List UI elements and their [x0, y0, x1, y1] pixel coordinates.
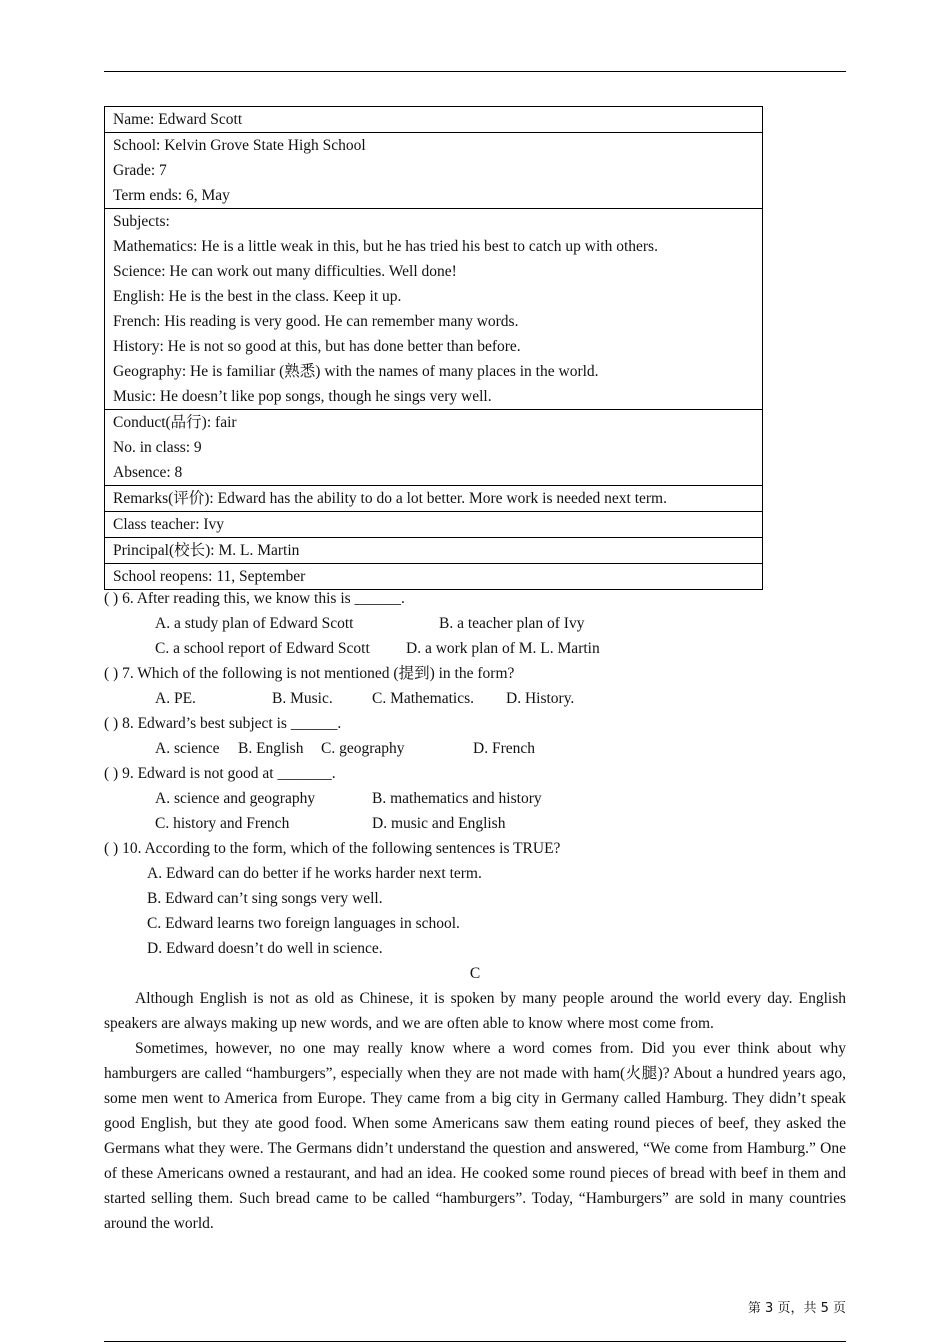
question-8-options — [104, 736, 846, 761]
question-10-option-d: D. Edward doesn’t do well in science. — [147, 940, 383, 957]
question-6-option-b: B. a teacher plan of Ivy — [439, 615, 585, 632]
school-report-table — [104, 106, 763, 590]
question-7-option-b: B. Music. — [272, 690, 333, 707]
question-10-option-b: B. Edward can’t sing songs very well. — [147, 890, 383, 907]
question-9-option-d: D. music and English — [372, 815, 506, 832]
subject-geography: Geography: He is familiar (熟悉) with the names of many places in the world. — [113, 363, 599, 380]
term-ends: Term ends: 6, May — [113, 187, 230, 204]
question-7-option-d: D. History. — [506, 690, 575, 707]
subject-science: Science: He can work out many difficulties. Well done! — [113, 263, 457, 280]
question-9-option-a: A. science and geography — [155, 790, 316, 807]
question-6-options-row1 — [104, 611, 846, 636]
passage-c-heading: C — [469, 965, 481, 982]
question-10-stem: ( ) 10. According to the form, which of the following sentences is TRUE? — [104, 840, 561, 857]
question-9-option-b: B. mathematics and history — [372, 790, 542, 807]
report-conduct — [105, 409, 762, 485]
question-10-option-a: A. Edward can do better if he works harder next term. — [147, 865, 482, 882]
question-9-options-row2 — [104, 811, 846, 836]
school-name: School: Kelvin Grove State High School — [113, 137, 366, 154]
question-6-option-a: A. a study plan of Edward Scott — [155, 615, 354, 632]
subject-history: History: He is not so good at this, but has done better than before. — [113, 338, 521, 355]
principal: Principal(校长): M. L. Martin — [113, 542, 300, 559]
question-9-stem: ( ) 9. Edward is not good at _______. — [104, 765, 336, 782]
report-teacher-row — [105, 511, 762, 537]
passage-c-paragraph-2: Sometimes, however, no one may really know where a word comes from. Did you ever think about why hamburgers are called “hamburgers”, especially when they are not made with ham(火腿)? About a hundred years ago, some men went to America from Europe. They came from a big city in Germany called Hamburg. They didn’t speak good English, but they ate good food. When some Americans saw them eating round pieces of beef, they asked the Germans what they were. The Germans didn’t understand the question and answered, “We come from Hamburg.” One of these Americans owned a restaurant, and had an idea. He cooked some round pieces of bread with beef in them and started selling them. Such bread came to be called “hamburgers”. Today, “Hamburgers” are sold in many countries around the world. — [104, 1040, 846, 1232]
header-rule — [104, 71, 846, 72]
conduct: Conduct(品行): fair — [113, 414, 237, 431]
question-6-option-d: D. a work plan of M. L. Martin — [406, 640, 600, 657]
question-8-option-a: A. science — [155, 740, 220, 757]
question-6-stem: ( ) 6. After reading this, we know this is ______. — [104, 590, 405, 607]
school-reopens: School reopens: 11, September — [113, 568, 306, 585]
report-subjects — [105, 208, 762, 409]
report-school-info — [105, 132, 762, 208]
student-name: Name: Edward Scott — [113, 111, 243, 128]
question-9-option-c: C. history and French — [155, 815, 290, 832]
report-name-row — [105, 107, 762, 132]
question-10-option-c: C. Edward learns two foreign languages in school. — [147, 915, 460, 932]
subjects-heading: Subjects: — [113, 213, 170, 230]
page-number: 第 3 页，共 5 页 — [747, 1301, 846, 1316]
question-8-stem: ( ) 8. Edward’s best subject is ______. — [104, 715, 342, 732]
question-8-option-d: D. French — [473, 740, 535, 757]
report-remarks-row — [105, 485, 762, 511]
footer-rule — [104, 1341, 846, 1342]
questions-and-passage — [104, 586, 846, 1236]
question-7-option-a: A. PE. — [155, 690, 196, 707]
passage-c-paragraph-1: Although English is not as old as Chinese, it is spoken by many people around the world every day. English speakers are always making up new words, and we are often able to know where most come from. — [104, 990, 846, 1032]
report-principal-row — [105, 537, 762, 563]
question-9-options-row1 — [104, 786, 846, 811]
question-6-options-row2 — [104, 636, 846, 661]
remarks: Remarks(评价): Edward has the ability to do a lot better. More work is needed next term. — [113, 490, 667, 507]
absence: Absence: 8 — [113, 464, 183, 481]
question-7-stem: ( ) 7. Which of the following is not mentioned (提到) in the form? — [104, 665, 515, 682]
question-6-option-c: C. a school report of Edward Scott — [155, 640, 370, 657]
subject-music: Music: He doesn’t like pop songs, though he sings very well. — [113, 388, 492, 405]
question-8-option-b: B. English — [238, 740, 304, 757]
subject-french: French: His reading is very good. He can remember many words. — [113, 313, 519, 330]
subject-mathematics: Mathematics: He is a little weak in this, but he has tried his best to catch up with others. — [113, 238, 658, 255]
grade: Grade: 7 — [113, 162, 167, 179]
class-teacher: Class teacher: Ivy — [113, 516, 225, 533]
no-in-class: No. in class: 9 — [113, 439, 202, 456]
subject-english: English: He is the best in the class. Keep it up. — [113, 288, 402, 305]
question-7-option-c: C. Mathematics. — [372, 690, 475, 707]
question-8-option-c: C. geography — [321, 740, 405, 757]
question-7-options — [104, 686, 846, 711]
